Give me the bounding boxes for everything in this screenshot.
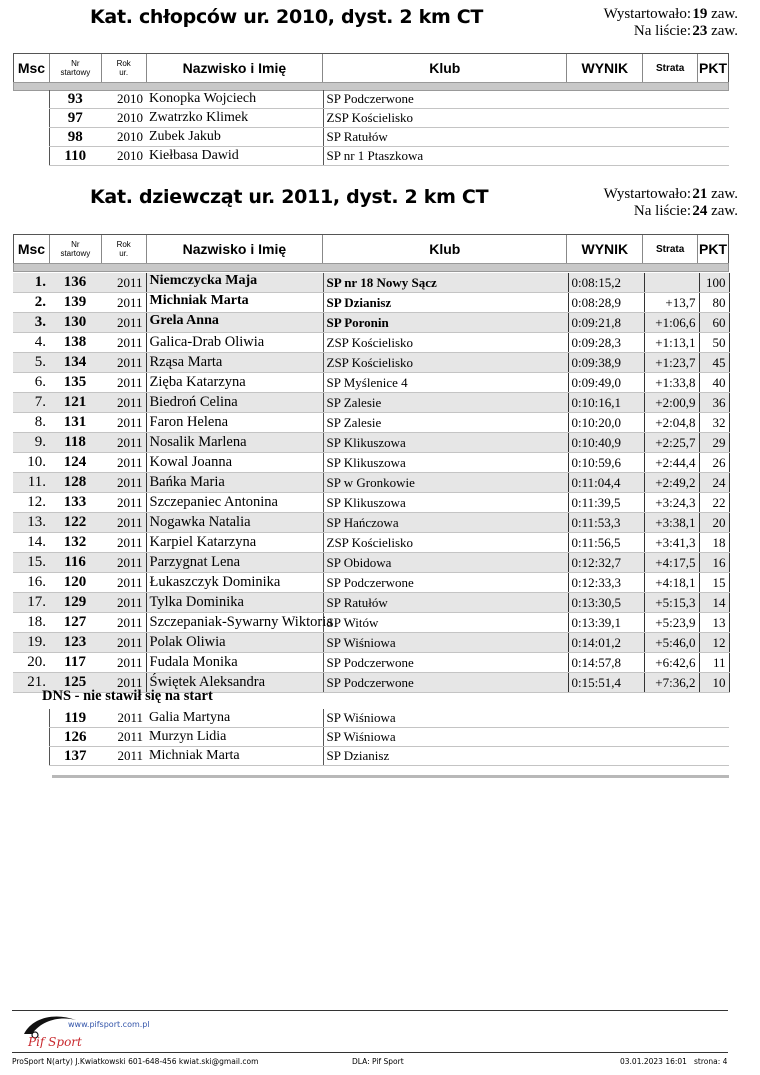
table-row [13,90,729,109]
cell-pkt: 13 [699,613,729,633]
unit: zaw. [711,186,738,202]
section2-column-header [13,234,729,264]
cell-nr: 128 [49,473,101,493]
table-row [13,613,729,633]
cell-club: ZSP Kościelisko [323,533,568,553]
cell-wynik: 0:10:59,6 [568,453,644,473]
cell-club: SP Hańczowa [323,513,568,533]
cell-rok: 2011 [101,709,146,728]
col-strata: Strata [643,54,698,82]
dns-table [13,709,729,766]
cell-wynik: 0:10:20,0 [568,413,644,433]
cell-strata: +2:00,9 [644,393,699,413]
cell-rok: 2011 [101,747,146,766]
table-row [13,109,729,128]
col-name: Nazwisko i Imię [147,235,324,263]
cell-name: Szczepaniak-Sywarny Wiktoria [146,613,323,633]
cell-pkt: 11 [699,653,729,673]
logo-swoosh-icon [20,1012,100,1048]
cell-strata: +3:41,3 [644,533,699,553]
cell-nr: 98 [49,128,101,147]
section1-stats [604,6,738,40]
cell-nr: 134 [49,353,101,373]
table-row [13,373,729,393]
cell-rok: 2011 [101,433,146,453]
cell-rok: 2011 [101,593,146,613]
table-row [13,709,729,728]
cell-msc [13,90,49,109]
cell-club: SP Dzianisz [323,747,729,766]
cell-wynik: 0:09:28,3 [568,333,644,353]
cell-nr: 137 [49,747,101,766]
cell-rok: 2011 [101,653,146,673]
cell-name: Kiełbasa Dawid [146,147,323,166]
cell-pkt: 18 [699,533,729,553]
table-row [13,493,729,513]
cell-club: ZSP Kościelisko [323,109,729,128]
table-row [13,353,729,373]
table-row [13,653,729,673]
cell-msc: 2. [13,293,49,313]
col-msc: Msc [14,235,50,263]
cell-club: SP Zalesie [323,413,568,433]
cell-name: Świętek Aleksandra [146,673,323,693]
col-strata: Strata [643,235,698,263]
table-row [13,747,729,766]
cell-club: SP Ratułów [323,128,729,147]
unit: zaw. [711,23,738,39]
cell-nr: 97 [49,109,101,128]
section2-stats [604,186,738,220]
cell-name: Parzygnat Lena [146,553,323,573]
cell-pkt: 32 [699,413,729,433]
section1-table [13,90,729,166]
table-row [13,553,729,573]
table-row [13,473,729,493]
table-row [13,728,729,747]
cell-name: Konopka Wojciech [146,90,323,109]
cell-nr: 122 [49,513,101,533]
cell-nr: 124 [49,453,101,473]
cell-strata: +2:44,4 [644,453,699,473]
cell-pkt: 50 [699,333,729,353]
cell-msc: 13. [13,513,49,533]
cell-msc [13,128,49,147]
cell-nr: 135 [49,373,101,393]
cell-rok: 2011 [101,293,146,313]
cell-rok: 2010 [101,128,146,147]
cell-wynik: 0:08:28,9 [568,293,644,313]
cell-nr: 127 [49,613,101,633]
cell-name: Szczepaniec Antonina [146,493,323,513]
footer-bottom-rule [12,1052,728,1053]
cell-msc: 1. [13,273,49,293]
cell-msc: 14. [13,533,49,553]
cell-strata: +6:42,6 [644,653,699,673]
unit: zaw. [711,203,738,219]
cell-nr: 123 [49,633,101,653]
cell-msc: 11. [13,473,49,493]
cell-club: SP Wiśniowa [323,709,729,728]
cell-msc: 16. [13,573,49,593]
cell-club: SP Zalesie [323,393,568,413]
cell-club: SP Myślenice 4 [323,373,568,393]
footer-contact: ProSport N(arty) J.Kwiatkowski 601-648-456 kwiat.ski@gmail.com [12,1057,259,1066]
cell-spacer [13,728,49,747]
cell-club: SP Klikuszowa [323,433,568,453]
cell-strata: +1:13,1 [644,333,699,353]
cell-msc: 9. [13,433,49,453]
cell-rok: 2011 [101,728,146,747]
cell-name: Murzyn Lidia [146,728,323,747]
cell-name: Fudala Monika [146,653,323,673]
cell-club: SP w Gronkowie [323,473,568,493]
table-row [13,273,729,293]
cell-pkt: 16 [699,553,729,573]
cell-nr: 121 [49,393,101,413]
cell-rok: 2011 [101,393,146,413]
cell-rok: 2011 [101,633,146,653]
cell-msc: 5. [13,353,49,373]
cell-name: Tylka Dominika [146,593,323,613]
cell-strata: +7:36,2 [644,673,699,693]
cell-rok: 2011 [101,333,146,353]
col-pkt: PKT [699,241,728,257]
cell-rok: 2011 [101,353,146,373]
listed-value: 24 [692,203,708,219]
cell-msc: 8. [13,413,49,433]
cell-msc: 4. [13,333,49,353]
cell-msc: 12. [13,493,49,513]
table-row [13,633,729,653]
cell-wynik: 0:10:16,1 [568,393,644,413]
cell-rok: 2011 [101,613,146,633]
cell-msc: 10. [13,453,49,473]
table-row [13,333,729,353]
col-rok: Rok ur. [102,54,147,82]
cell-name: Biedroń Celina [146,393,323,413]
cell-club: SP nr 18 Nowy Sącz [323,273,568,293]
cell-club: SP Wiśniowa [323,728,729,747]
cell-pkt: 24 [699,473,729,493]
col-club: Klub [323,54,567,82]
cell-nr: 118 [49,433,101,453]
table-row [13,533,729,553]
cell-name: Galica-Drab Oliwia [146,333,323,353]
table-row [13,293,729,313]
cell-rok: 2011 [101,453,146,473]
listed-label: Na liście: [633,23,691,39]
listed-value: 23 [692,23,708,39]
cell-club: SP Klikuszowa [323,453,568,473]
cell-name: Galia Martyna [146,709,323,728]
table-row [13,453,729,473]
cell-rok: 2010 [101,90,146,109]
cell-club: ZSP Kościelisko [323,353,568,373]
cell-nr: 131 [49,413,101,433]
cell-rok: 2011 [101,533,146,553]
cell-msc: 21. [13,673,49,693]
cell-club: SP Podczerwone [323,673,568,693]
cell-msc: 20. [13,653,49,673]
cell-name: Łukaszczyk Dominika [146,573,323,593]
cell-strata: +5:23,9 [644,613,699,633]
table-row [13,313,729,333]
cell-pkt: 36 [699,393,729,413]
cell-name: Zubek Jakub [146,128,323,147]
cell-wynik: 0:13:39,1 [568,613,644,633]
cell-pkt: 40 [699,373,729,393]
listed-label: Na liście: [633,203,691,219]
section2-results-table [13,273,730,693]
cell-pkt: 60 [699,313,729,333]
cell-name: Nosalik Marlena [146,433,323,453]
col-nr: Nr startowy [50,54,102,82]
cell-strata: +4:17,5 [644,553,699,573]
dns-title: DNS - nie stawił się na start [42,688,213,704]
col-wynik: WYNIK [567,235,643,263]
cell-strata: +2:25,7 [644,433,699,453]
cell-rok: 2011 [101,473,146,493]
cell-wynik: 0:11:53,3 [568,513,644,533]
started-label: Wystartowało: [603,186,691,202]
cell-club: SP Klikuszowa [323,493,568,513]
cell-name: Kowal Joanna [146,453,323,473]
logo-text: Pif Sport [28,1035,82,1048]
cell-pkt: 80 [699,293,729,313]
cell-nr: 126 [49,728,101,747]
cell-name: Zięba Katarzyna [146,373,323,393]
cell-wynik: 0:11:56,5 [568,533,644,553]
cell-club: SP Obidowa [323,553,568,573]
cell-strata: +13,7 [644,293,699,313]
col-nr: Nr startowy [50,235,102,263]
col-rok: Rok ur. [102,235,147,263]
started-label: Wystartowało: [603,6,691,22]
cell-msc: 15. [13,553,49,573]
cell-msc [13,109,49,128]
cell-rok: 2011 [101,313,146,333]
section1-column-header [13,53,729,83]
cell-pkt: 14 [699,593,729,613]
col-name: Nazwisko i Imię [147,54,324,82]
cell-msc: 7. [13,393,49,413]
cell-rok: 2011 [101,413,146,433]
cell-wynik: 0:10:40,9 [568,433,644,453]
cell-rok: 2010 [101,109,146,128]
cell-wynik: 0:11:39,5 [568,493,644,513]
cell-pkt: 22 [699,493,729,513]
cell-club: SP Poronin [323,313,568,333]
cell-wynik: 0:09:21,8 [568,313,644,333]
cell-msc [13,147,49,166]
cell-spacer [13,747,49,766]
cell-wynik: 0:11:04,4 [568,473,644,493]
cell-pkt: 100 [699,273,729,293]
table-row [13,573,729,593]
cell-club: SP nr 1 Ptaszkowa [323,147,729,166]
cell-strata: +2:04,8 [644,413,699,433]
cell-club: SP Podczerwone [323,573,568,593]
section-end-rule [52,775,729,778]
cell-wynik: 0:14:01,2 [568,633,644,653]
footer-for: DLA: Pif Sport [352,1057,404,1066]
footer-datetime: 03.01.2023 16:01 [620,1057,687,1066]
cell-rok: 2011 [101,493,146,513]
cell-name: Michniak Marta [146,293,323,313]
cell-nr: 117 [49,653,101,673]
cell-name: Niemczycka Maja [146,273,323,293]
cell-wynik: 0:13:30,5 [568,593,644,613]
cell-strata: +1:23,7 [644,353,699,373]
cell-club: SP Witów [323,613,568,633]
cell-name: Nogawka Natalia [146,513,323,533]
cell-nr: 93 [49,90,101,109]
cell-strata: +1:33,8 [644,373,699,393]
table-row [13,433,729,453]
cell-strata: +4:18,1 [644,573,699,593]
cell-pkt: 45 [699,353,729,373]
cell-wynik: 0:14:57,8 [568,653,644,673]
cell-name: Karpiel Katarzyna [146,533,323,553]
cell-strata: +5:15,3 [644,593,699,613]
col-msc: Msc [14,54,50,82]
header-band [13,263,729,272]
cell-wynik: 0:08:15,2 [568,273,644,293]
cell-name: Zwatrzko Klimek [146,109,323,128]
section2-title: Kat. dziewcząt ur. 2011, dyst. 2 km CT [90,186,489,208]
cell-wynik: 0:15:51,4 [568,673,644,693]
table-row [13,128,729,147]
cell-name: Faron Helena [146,413,323,433]
cell-strata: +2:49,2 [644,473,699,493]
cell-name: Polak Oliwia [146,633,323,653]
table-row [13,413,729,433]
cell-club: SP Podczerwone [323,653,568,673]
cell-name: Rząsa Marta [146,353,323,373]
cell-msc: 3. [13,313,49,333]
table-row [13,393,729,413]
started-value: 21 [692,186,708,202]
cell-wynik: 0:09:49,0 [568,373,644,393]
cell-pkt: 15 [699,573,729,593]
cell-club: SP Dzianisz [323,293,568,313]
col-wynik: WYNIK [567,54,643,82]
cell-nr: 130 [49,313,101,333]
cell-rok: 2011 [101,373,146,393]
cell-club: SP Ratułów [323,593,568,613]
cell-nr: 139 [49,293,101,313]
cell-msc: 18. [13,613,49,633]
cell-nr: 138 [49,333,101,353]
table-row [13,513,729,533]
section1-title: Kat. chłopców ur. 2010, dyst. 2 km CT [90,6,484,28]
cell-club: SP Podczerwone [323,90,729,109]
footer-page: strona: 4 [694,1057,728,1066]
logo-url: www.pifsport.com.pl [68,1020,150,1029]
cell-pkt: 10 [699,673,729,693]
cell-msc: 6. [13,373,49,393]
cell-club: ZSP Kościelisko [323,333,568,353]
cell-nr: 120 [49,573,101,593]
cell-wynik: 0:09:38,9 [568,353,644,373]
cell-wynik: 0:12:33,3 [568,573,644,593]
started-value: 19 [692,6,708,22]
cell-nr: 119 [49,709,101,728]
table-row [13,593,729,613]
cell-nr: 125 [49,673,101,693]
cell-name: Michniak Marta [146,747,323,766]
cell-pkt: 12 [699,633,729,653]
cell-msc: 17. [13,593,49,613]
cell-nr: 136 [49,273,101,293]
col-club: Klub [323,235,567,263]
cell-nr: 110 [49,147,101,166]
cell-rok: 2011 [101,553,146,573]
cell-club: SP Wiśniowa [323,633,568,653]
cell-strata: +3:24,3 [644,493,699,513]
cell-name: Bańka Maria [146,473,323,493]
cell-rok: 2011 [101,673,146,693]
cell-pkt: 26 [699,453,729,473]
footer-top-rule [12,1010,728,1011]
cell-wynik: 0:12:32,7 [568,553,644,573]
pif-sport-logo [20,1012,100,1048]
cell-name: Grela Anna [146,313,323,333]
cell-nr: 116 [49,553,101,573]
cell-rok: 2010 [101,147,146,166]
cell-rok: 2011 [101,573,146,593]
cell-nr: 132 [49,533,101,553]
cell-rok: 2011 [101,513,146,533]
cell-strata: +1:06,6 [644,313,699,333]
cell-pkt: 20 [699,513,729,533]
cell-strata [644,273,699,293]
cell-strata: +3:38,1 [644,513,699,533]
unit: zaw. [711,6,738,22]
cell-msc: 19. [13,633,49,653]
cell-pkt: 29 [699,433,729,453]
table-row [13,147,729,166]
cell-nr: 129 [49,593,101,613]
col-pkt: PKT [699,60,728,76]
cell-nr: 133 [49,493,101,513]
cell-strata: +5:46,0 [644,633,699,653]
cell-rok: 2011 [101,273,146,293]
cell-spacer [13,709,49,728]
